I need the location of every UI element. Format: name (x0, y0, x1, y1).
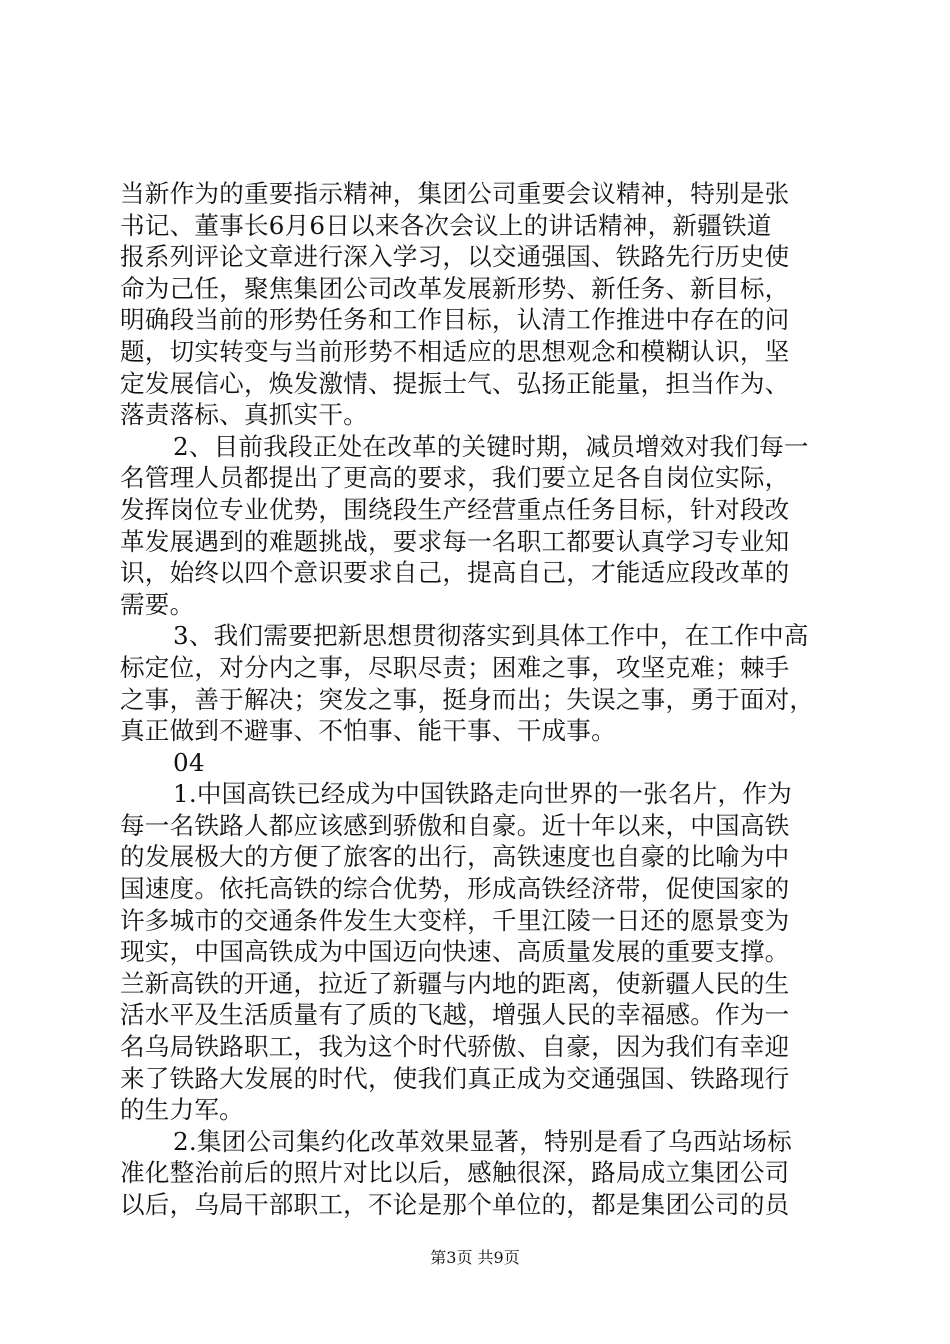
text-line: 名管理人员都提出了更高的要求，我们要立足各自岗位实际， (120, 463, 790, 493)
text-line: 准化整治前后的照片对比以后，感触很深，路局成立集团公司 (120, 1158, 790, 1188)
text-line: 之事，善于解决；突发之事，挺身而出；失误之事，勇于面对， (120, 684, 815, 714)
text-line: 需要。 (120, 589, 195, 619)
body-text (120, 178, 832, 1221)
text-line: 许多城市的交通条件发生大变样，千里江陵一日还的愿景变为 (120, 905, 790, 935)
text-line: 报系列评论文章进行深入学习，以交通强国、铁路先行历史使 (120, 242, 790, 272)
text-line: 发挥岗位专业优势，围绕段生产经营重点任务目标，针对段改 (120, 494, 790, 524)
text-line: 的发展极大的方便了旅客的出行，高铁速度也自豪的比喻为中 (120, 842, 790, 872)
text-line: 以后，乌局干部职工，不论是那个单位的，都是集团公司的员 (120, 1190, 790, 1219)
item-1-start: 1.中国高铁已经成为中国铁路走向世界的一张名片，作为 (173, 779, 792, 809)
text-line: 革发展遇到的难题挑战，要求每一名职工都要认真学习专业知 (120, 526, 790, 556)
text-line: 题，切实转变与当前形势不相适应的思想观念和模糊认识，坚 (120, 336, 790, 366)
text-line: 活水平及生活质量有了质的飞越，增强人民的幸福感。作为一 (120, 1000, 790, 1030)
text-line: 来了铁路大发展的时代，使我们真正成为交通强国、铁路现行 (120, 1063, 790, 1093)
text-line: 标定位，对分内之事，尽职尽责；困难之事，攻坚克难；棘手 (120, 652, 790, 682)
text-line: 真正做到不避事、不怕事、能干事、干成事。 (120, 716, 616, 746)
item-2-start: 2.集团公司集约化改革效果显著，特别是看了乌西站场标 (173, 1126, 792, 1156)
section-number: 04 (173, 747, 205, 777)
page-footer (0, 1247, 950, 1269)
text-line: 的生力军。 (120, 1095, 244, 1125)
text-line: 书记、董事长6月6日以来各次会议上的讲话精神，新疆铁道 (120, 210, 772, 240)
text-line: 名乌局铁路职工，我为这个时代骄傲、自豪，因为我们有幸迎 (120, 1032, 790, 1062)
text-line: 定发展信心，焕发激情、提振士气、弘扬正能量，担当作为、 (120, 368, 790, 398)
text-line: 每一名铁路人都应该感到骄傲和自豪。近十年以来，中国高铁 (120, 810, 790, 840)
text-line: 命为己任，聚焦集团公司改革发展新形势、新任务、新目标， (120, 273, 790, 303)
text-line: 现实，中国高铁成为中国迈向快速、高质量发展的重要支撑。 (120, 937, 790, 967)
page-number: 第3页 共9页 (430, 1248, 520, 1267)
text-line: 识，始终以四个意识要求自己，提高自己，才能适应段改革的 (120, 558, 790, 588)
text-line: 兰新高铁的开通，拉近了新疆与内地的距离，使新疆人民的生 (120, 968, 790, 998)
text-line: 国速度。依托高铁的综合优势，形成高铁经济带，促使国家的 (120, 874, 790, 904)
text-line: 落责落标、真抓实干。 (120, 400, 368, 430)
text-line: 当新作为的重要指示精神，集团公司重要会议精神，特别是张 (120, 179, 790, 208)
paragraph-2-start: 2、目前我段正处在改革的关键时期，减员增效对我们每一 (173, 431, 809, 461)
paragraph-3-start: 3、我们需要把新思想贯彻落实到具体工作中，在工作中高 (173, 621, 809, 651)
text-line: 明确段当前的形势任务和工作目标，认清工作推进中存在的问 (120, 305, 790, 335)
